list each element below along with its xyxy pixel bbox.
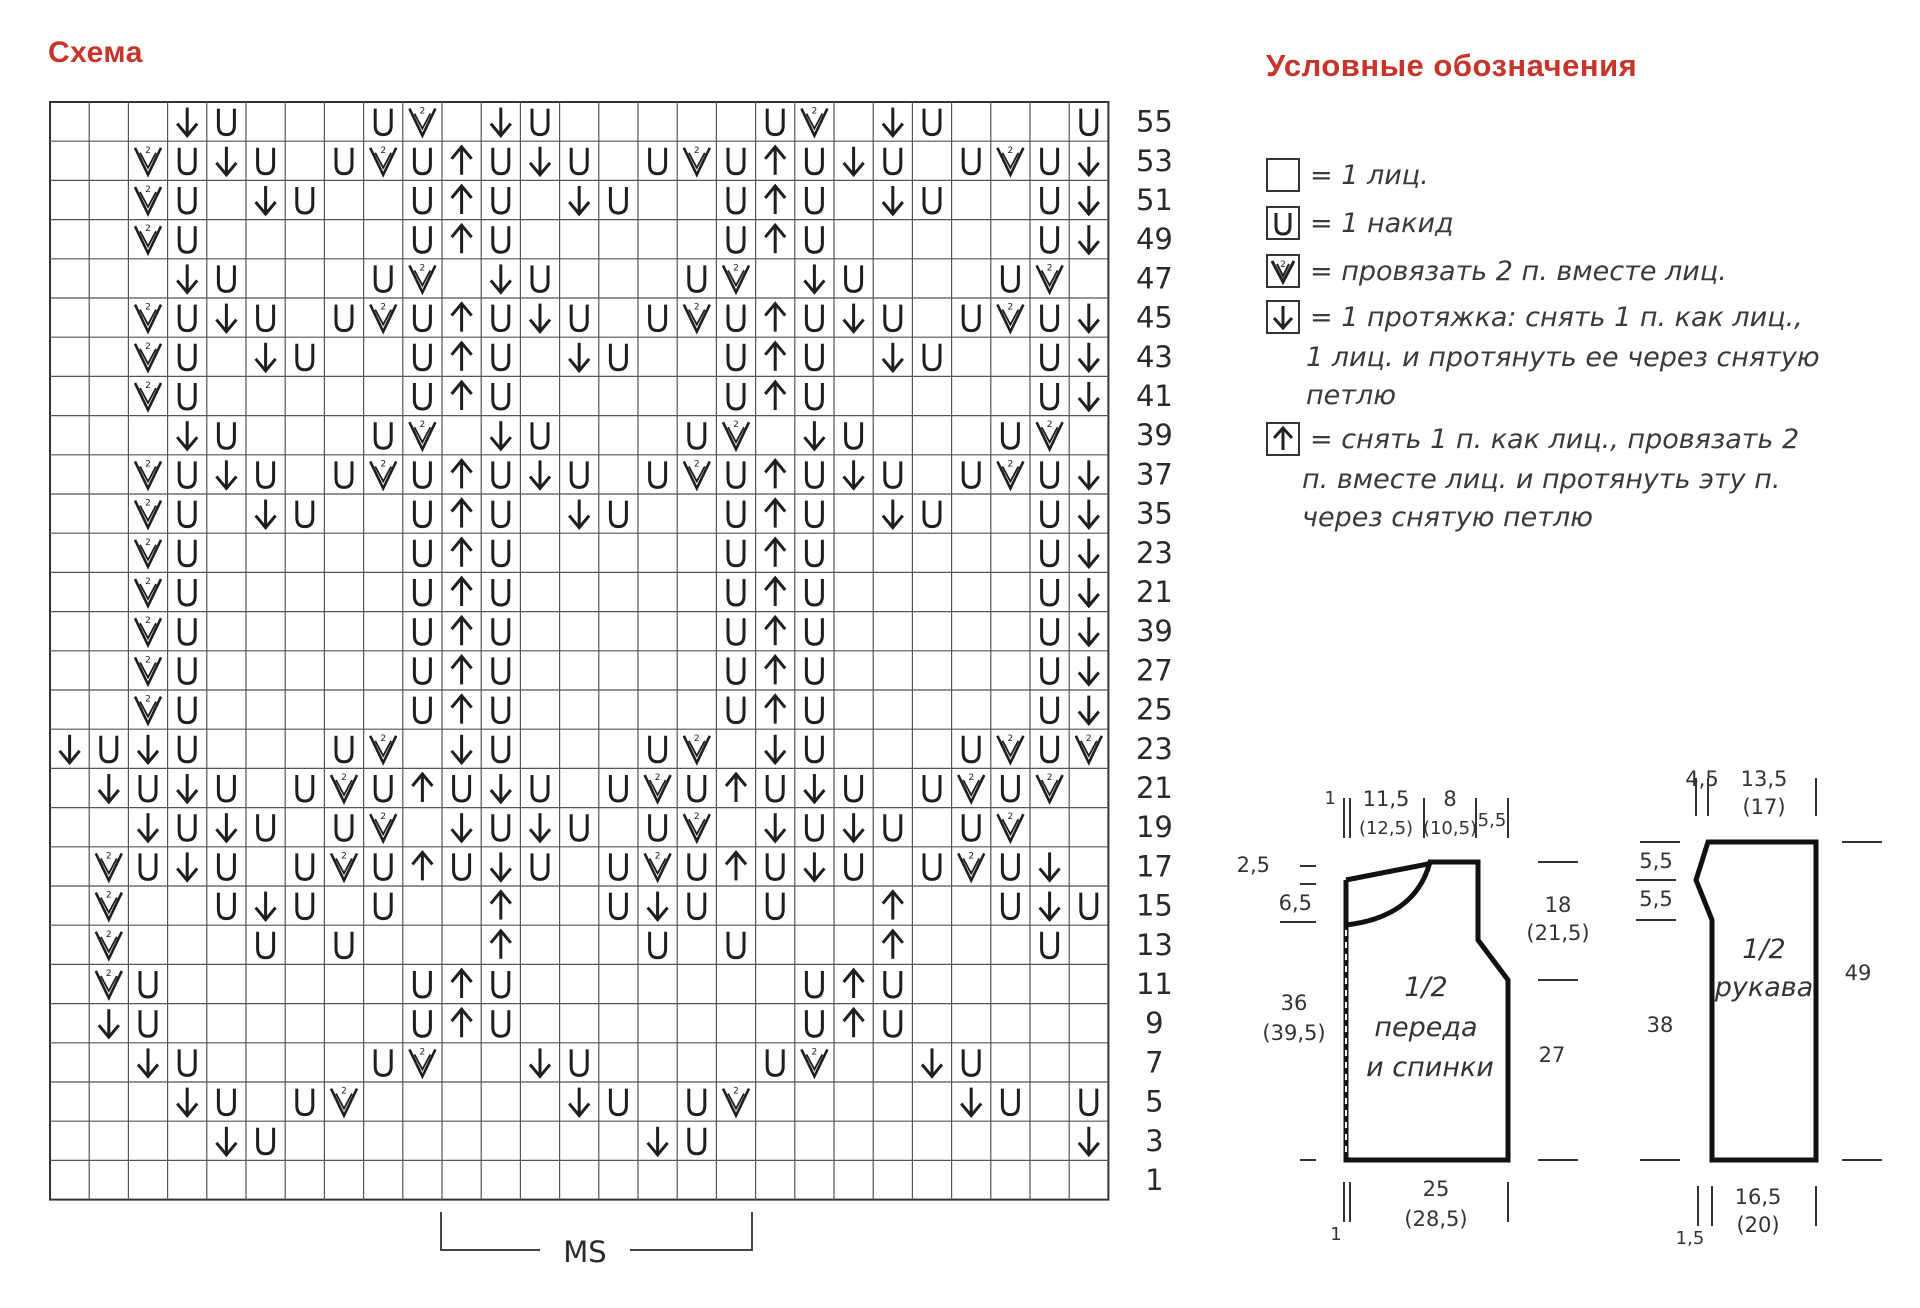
svg-text:2: 2 (1046, 773, 1053, 783)
row-number: 21 (1135, 575, 1173, 609)
row-number: 55 (1135, 104, 1173, 139)
legend-item-sk2p-line2: п. вместе лиц. и протянуть эту п. (1302, 464, 1781, 495)
sleeve-label-line1: 1/2 (1742, 934, 1786, 965)
front-dim-6-5: 6,5 (1278, 891, 1312, 915)
svg-text:2: 2 (105, 851, 112, 862)
sleeve-dim-5-5-b: 5,5 (1639, 887, 1673, 911)
legend-item-yarn-over: = 1 накид (1310, 208, 1454, 239)
legend-item-ssk-line2: 1 лиц. и протянуть ее через снятую (1306, 342, 1820, 373)
row-number: 41 (1135, 379, 1173, 413)
row-number: 7 (1145, 1045, 1164, 1080)
front-dim-25: 25 (1422, 1177, 1450, 1201)
pattern-sleeve (1636, 767, 1882, 1249)
front-dim-1-top: 1 (1324, 788, 1336, 809)
k2tog-v-icon (1266, 254, 1300, 288)
row-number: 35 (1135, 496, 1173, 531)
svg-text:2: 2 (380, 812, 387, 823)
row-number: 13 (1135, 927, 1173, 962)
svg-text:2: 2 (145, 381, 151, 391)
front-label-line2: переда (1374, 1012, 1478, 1043)
front-dim-10-5: (10,5) (1422, 818, 1478, 839)
front-dim-27: 27 (1538, 1043, 1566, 1067)
svg-text:2: 2 (145, 341, 151, 352)
svg-text:2: 2 (693, 733, 700, 744)
front-dim-18: 18 (1544, 893, 1572, 917)
svg-text:2: 2 (145, 145, 151, 156)
row-number: 11 (1135, 967, 1173, 1001)
row-number: 23 (1135, 731, 1173, 766)
svg-text:2: 2 (733, 1086, 739, 1097)
svg-text:2: 2 (1007, 302, 1014, 313)
svg-text:2: 2 (811, 1047, 818, 1058)
front-dim-5-5: 5,5 (1477, 810, 1507, 831)
sleeve-dim-13-5: 13,5 (1740, 767, 1788, 791)
row-number: 15 (1135, 888, 1173, 923)
ms-bracket (441, 1212, 752, 1269)
svg-text:2: 2 (1085, 733, 1092, 744)
front-dim-28-5: (28,5) (1404, 1207, 1468, 1231)
legend-item-sk2p-line3: через снятую петлю (1302, 502, 1593, 533)
svg-text:2: 2 (419, 106, 426, 117)
sleeve-dim-49: 49 (1844, 961, 1872, 985)
sleeve-label-line2: рукава (1714, 972, 1814, 1003)
svg-text:2: 2 (654, 851, 661, 862)
legend-item-ssk-line3: петлю (1306, 380, 1396, 411)
pattern-front-back (1237, 787, 1590, 1245)
row-numbers (1136, 105, 1173, 1197)
schema-title: Схема (48, 36, 143, 69)
down-arrow-icon (1266, 300, 1300, 334)
front-dim-21-5: (21,5) (1526, 921, 1590, 945)
front-dim-11-5: 11,5 (1362, 787, 1410, 811)
row-number: 21 (1135, 771, 1173, 805)
svg-text:2: 2 (1007, 459, 1014, 470)
svg-text:2: 2 (693, 812, 700, 823)
svg-text:2: 2 (145, 459, 151, 470)
sleeve-dim-5-5-a: 5,5 (1639, 849, 1673, 873)
svg-text:2: 2 (341, 1086, 347, 1097)
svg-text:2: 2 (105, 929, 112, 940)
svg-text:2: 2 (1046, 263, 1053, 274)
svg-text:2: 2 (419, 420, 426, 431)
sleeve-dim-16-5: 16,5 (1734, 1185, 1782, 1209)
legend-title: Условные обозначения (1266, 48, 1638, 83)
row-number: 25 (1135, 692, 1173, 727)
row-number: 19 (1135, 810, 1173, 845)
svg-text:2: 2 (733, 263, 739, 274)
row-number: 39 (1135, 614, 1173, 649)
row-number: 5 (1145, 1084, 1164, 1119)
front-dim-2-5: 2,5 (1236, 853, 1270, 877)
row-number: 49 (1135, 222, 1173, 257)
front-label-line1: 1/2 (1404, 972, 1448, 1003)
up-arrow-icon (1266, 422, 1300, 456)
ms-label: MS (563, 1235, 607, 1269)
svg-text:2: 2 (341, 851, 347, 862)
svg-text:2: 2 (145, 302, 151, 313)
svg-text:2: 2 (811, 106, 818, 117)
svg-text:2: 2 (1007, 145, 1014, 156)
svg-text:2: 2 (341, 773, 347, 783)
front-dim-39-5: (39,5) (1262, 1021, 1326, 1045)
row-number: 17 (1135, 849, 1173, 884)
svg-text:2: 2 (145, 498, 151, 509)
row-number: 37 (1135, 457, 1173, 492)
svg-text:2: 2 (1007, 812, 1014, 823)
svg-text:2: 2 (145, 616, 151, 627)
row-number: 23 (1135, 535, 1173, 570)
front-dim-8: 8 (1443, 787, 1457, 811)
svg-text:2: 2 (380, 302, 387, 313)
row-number: 45 (1135, 300, 1173, 335)
row-number: 43 (1135, 339, 1173, 374)
svg-text:2: 2 (693, 145, 700, 156)
row-number: 3 (1145, 1123, 1164, 1158)
svg-text:2: 2 (145, 655, 151, 666)
empty-square-icon (1266, 158, 1300, 192)
sleeve-dim-1-5: 1,5 (1675, 1228, 1705, 1249)
svg-text:2: 2 (968, 851, 975, 862)
front-label-line3: и спинки (1366, 1052, 1494, 1083)
sleeve-dim-17: (17) (1742, 795, 1786, 819)
sleeve-dim-4-5: 4,5 (1685, 767, 1719, 791)
svg-text:2: 2 (1007, 733, 1014, 744)
svg-text:2: 2 (380, 145, 387, 156)
row-number: 1 (1145, 1163, 1164, 1197)
svg-text:2: 2 (693, 302, 700, 313)
chart-grid (50, 102, 1108, 1200)
legend-item-ssk-line1: = 1 протяжка: снять 1 п. как лиц., (1310, 302, 1803, 333)
svg-text:2: 2 (654, 773, 661, 783)
svg-text:2: 2 (380, 733, 387, 744)
svg-text:2: 2 (105, 890, 112, 901)
svg-text:2: 2 (1046, 420, 1053, 431)
svg-text:2: 2 (145, 537, 151, 548)
front-dim-1-bottom: 1 (1330, 1224, 1342, 1245)
sleeve-dim-20: (20) (1736, 1213, 1780, 1237)
svg-text:2: 2 (419, 263, 426, 274)
svg-text:2: 2 (419, 1047, 426, 1058)
row-number: 27 (1135, 653, 1173, 688)
legend-item-k2tog: = провязать 2 п. вместе лиц. (1310, 256, 1727, 287)
row-number: 39 (1135, 418, 1173, 453)
legend-item-sk2p-line1: = снять 1 п. как лиц., провязать 2 (1310, 424, 1800, 455)
svg-text:2: 2 (1280, 260, 1286, 270)
row-number: 53 (1135, 143, 1173, 178)
svg-text:2: 2 (105, 969, 112, 979)
row-number: 9 (1145, 1006, 1164, 1041)
svg-text:2: 2 (733, 420, 739, 431)
svg-text:2: 2 (145, 224, 151, 235)
svg-text:2: 2 (145, 185, 151, 195)
svg-text:2: 2 (145, 694, 151, 705)
front-dim-36: 36 (1280, 991, 1308, 1015)
sleeve-dim-38: 38 (1646, 1013, 1674, 1037)
front-dim-12-5: (12,5) (1358, 818, 1414, 839)
svg-text:2: 2 (145, 577, 151, 587)
row-number: 51 (1135, 183, 1173, 217)
svg-text:2: 2 (380, 459, 387, 470)
svg-text:2: 2 (693, 459, 700, 470)
legend-item-knit: = 1 лиц. (1310, 160, 1429, 191)
yarn-over-u-icon (1266, 206, 1300, 240)
svg-text:2: 2 (968, 773, 975, 783)
row-number: 47 (1135, 261, 1173, 296)
